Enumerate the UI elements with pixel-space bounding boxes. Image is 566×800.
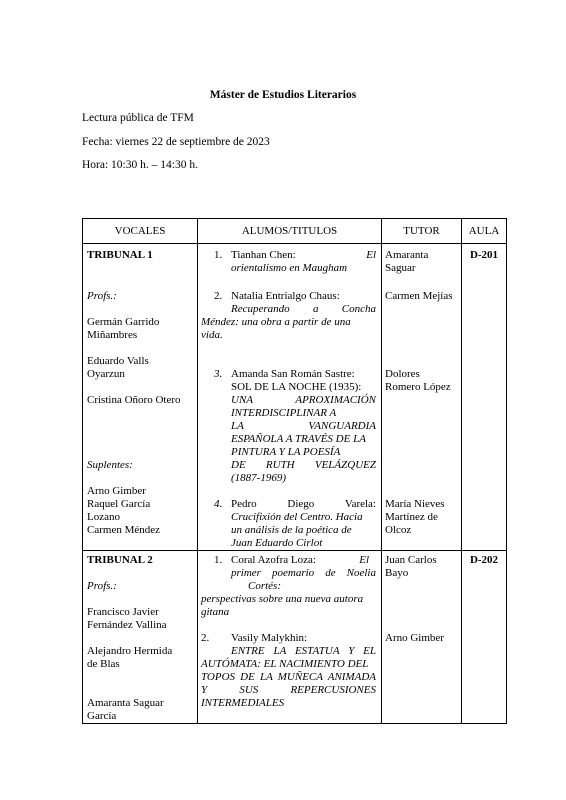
- event-label: Lectura pública de TFM: [82, 112, 194, 124]
- thesis-title: perspectivas sobre una nueva autora: [201, 593, 364, 605]
- thesis-title: (1887-1969): [231, 472, 286, 484]
- event-date: Fecha: viernes 22 de septiembre de 2023: [82, 136, 270, 148]
- column-header: AULA: [462, 219, 507, 244]
- tutor-name: Dolores: [385, 368, 420, 380]
- student-name: Vasily Malykhin:: [231, 632, 308, 644]
- thesis-title: Juan Eduardo Cirlot: [231, 537, 323, 549]
- tribunal-name: TRIBUNAL 2: [87, 554, 153, 566]
- tutor-name: Martínez de: [385, 511, 438, 523]
- aula-cell: [462, 244, 507, 551]
- thesis-title: Recuperando a Concha: [231, 303, 376, 315]
- suplentes-label: Suplentes:: [87, 459, 133, 471]
- thesis-title: SOL DE LA NOCHE (1935):: [231, 381, 362, 393]
- thesis-title: Cortés:: [248, 580, 281, 592]
- column-header: VOCALES: [83, 219, 198, 244]
- item-number: 4.: [214, 498, 223, 510]
- thesis-title: El: [359, 554, 369, 566]
- prof-name: de Blas: [87, 658, 120, 670]
- vocales-cell: [83, 244, 198, 551]
- thesis-title: gitana: [201, 606, 230, 618]
- aula-label: D-202: [469, 554, 499, 566]
- thesis-title: El: [366, 249, 376, 261]
- alumnos-cell: [198, 244, 382, 551]
- prof-name: Francisco Javier: [87, 606, 159, 618]
- prof-name: Eduardo Valls: [87, 355, 149, 367]
- item-number: 3.: [214, 368, 223, 380]
- thesis-title: Crucifixión del Centro. Hacia: [231, 511, 363, 523]
- tutor-name: Arno Gimber: [385, 632, 444, 644]
- thesis-title: INTERMEDIALES: [201, 697, 285, 709]
- thesis-title: AUTÓMATA: EL NACIMIENTO DEL: [201, 658, 369, 670]
- vocales-cell: [83, 551, 198, 724]
- document-title: Máster de Estudios Literarios: [209, 89, 357, 101]
- thesis-title: primer poemario de Noelia: [231, 567, 376, 579]
- prof-name: Miñambres: [87, 329, 138, 341]
- profs-label: Profs.:: [87, 580, 117, 592]
- tutor-name: Juan Carlos: [385, 554, 437, 566]
- item-number: 1.: [214, 554, 223, 566]
- tutor-cell: [382, 244, 462, 551]
- suplente-name: Arno Gimber: [87, 485, 146, 497]
- thesis-title: Y SUS REPERCUSIONES: [201, 684, 376, 696]
- prof-name: Amaranta Saguar: [87, 697, 164, 709]
- table-row: [83, 551, 507, 724]
- event-time: Hora: 10:30 h. – 14:30 h.: [82, 159, 198, 171]
- table-header-row: [83, 219, 507, 244]
- tribunal-name: TRIBUNAL 1: [87, 249, 153, 261]
- table-row: [83, 244, 507, 551]
- schedule-table: [82, 218, 507, 724]
- prof-name: Oyarzun: [87, 368, 125, 380]
- thesis-title: INTERDISCIPLINAR A: [231, 407, 337, 419]
- prof-name: Fernández Vallina: [87, 619, 167, 631]
- student-name: Amanda San Román Sastre:: [231, 368, 355, 380]
- thesis-title: vida.: [201, 329, 223, 341]
- thesis-title: orientalismo en Maugham: [231, 262, 348, 274]
- thesis-title: ENTRE LA ESTATUA Y EL: [231, 645, 376, 657]
- thesis-title: ESPAÑOLA A TRAVÉS DE LA: [231, 433, 366, 445]
- thesis-title: Méndez: una obra a partir de una: [201, 316, 351, 328]
- thesis-title: PINTURA Y LA POESÍA: [231, 446, 341, 458]
- item-number: 2.: [201, 632, 210, 644]
- thesis-title: UNA APROXIMACIÓN: [231, 394, 376, 406]
- tutor-name: María Nieves: [385, 498, 445, 510]
- prof-name: García: [87, 710, 117, 722]
- tutor-name: Romero López: [385, 381, 451, 393]
- suplente-name: Raquel García: [87, 498, 151, 510]
- student-name: Natalia Entrialgo Chaus:: [231, 290, 340, 302]
- column-header: ALUMOS/TITULOS: [198, 219, 382, 244]
- student-name: Pedro Diego Varela:: [231, 498, 376, 510]
- profs-label: Profs.:: [87, 290, 117, 302]
- tutor-name: Saguar: [385, 262, 416, 274]
- aula-label: D-201: [469, 249, 499, 261]
- tutor-name: Carmen Mejías: [385, 290, 453, 302]
- item-number: 2.: [214, 290, 223, 302]
- suplente-name: Lozano: [87, 511, 120, 523]
- prof-name: Alejandro Hermida: [87, 645, 173, 657]
- thesis-title: TOPOS DE LA MUÑECA ANIMADA: [201, 671, 376, 683]
- suplente-name: Carmen Méndez: [87, 524, 160, 536]
- tutor-name: Bayo: [385, 567, 409, 579]
- prof-name: Germán Garrido: [87, 316, 160, 328]
- tutor-name: Amaranta: [385, 249, 429, 261]
- student-name: Coral Azofra Loza:: [231, 554, 316, 566]
- tutor-name: Olcoz: [385, 524, 412, 536]
- item-number: 1.: [214, 249, 223, 261]
- thesis-title: DE RUTH VELÁZQUEZ: [231, 459, 376, 471]
- thesis-title: un análisis de la poética de: [231, 524, 352, 536]
- alumnos-cell: [198, 551, 382, 724]
- student-name: Tianhan Chen:: [231, 249, 296, 261]
- aula-cell: [462, 551, 507, 724]
- prof-name: Cristina Oñoro Otero: [87, 394, 181, 406]
- column-header: TUTOR: [382, 219, 462, 244]
- tutor-cell: [382, 551, 462, 724]
- thesis-title: LA VANGUARDIA: [231, 420, 376, 432]
